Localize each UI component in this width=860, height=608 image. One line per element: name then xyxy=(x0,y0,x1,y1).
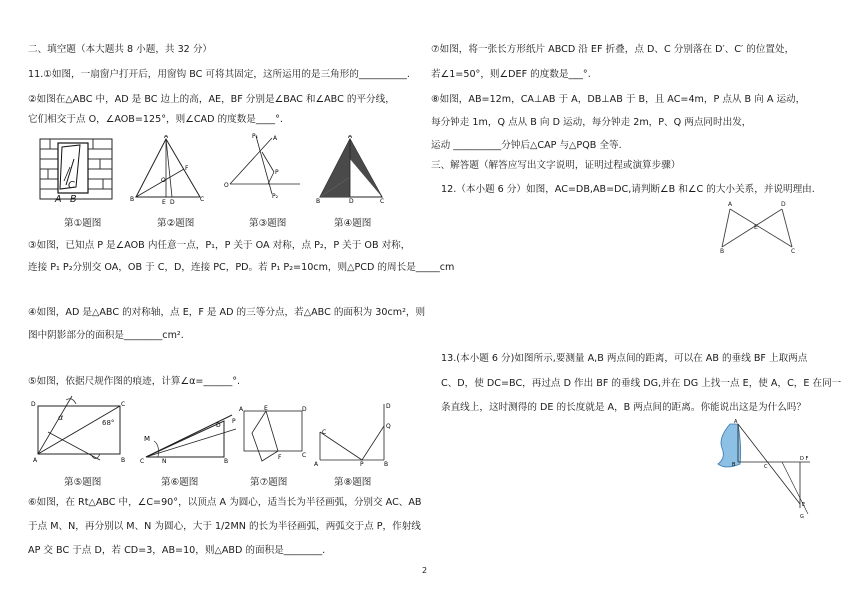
question-8-line2: 每分钟走 1m，Q 点从 B 向 D 运动，每分钟走 2m，P、Q 两点同时出发， xyxy=(431,117,752,128)
svg-text:D: D xyxy=(170,199,175,205)
svg-text:D: D xyxy=(302,406,307,413)
caption-figure-5: 第⑤题图 xyxy=(64,477,102,488)
svg-text:D: D xyxy=(386,403,391,410)
question-12: 12.（本小题 6 分）如图，AC=DB,AB=DC,请判断∠B 和∠C 的大小关系，并说明理由. xyxy=(441,184,815,195)
question-11-2-line1: ②如图在△ABC 中，AD 是 BC 边上的高，AE，BF 分别是∠BAC 和∠ABC 的平分线， xyxy=(28,94,395,105)
svg-text:D F: D F xyxy=(800,456,809,462)
question-7-line2: 若∠1=50°，则∠DEF 的度数是___°. xyxy=(431,69,591,80)
svg-text:F: F xyxy=(185,165,189,172)
figure-3-reflection xyxy=(222,132,302,202)
svg-text:B: B xyxy=(384,461,389,466)
figure-6-bisector xyxy=(140,405,240,465)
question-6-line1: ⑥如图，在 Rt△ABC 中，∠C=90°，以顶点 A 为圆心，适当长为半径画弧，分别交 AC、AB xyxy=(28,497,422,508)
svg-text:M: M xyxy=(144,435,151,443)
question-8-line1: ⑧如图，AB=12m，CA⊥AB 于 A，DB⊥AB 于 B，且 AC=4m，P 点从 B 向 A 运动， xyxy=(431,94,806,105)
question-4-line1: ④如图，AD 是△ABC 的对称轴，点 E，F 是 AD 的三等分点，若△ABC 的面积为 30cm²，则 xyxy=(28,307,426,318)
svg-text:G: G xyxy=(800,514,804,518)
figure-5-alpha-label: α xyxy=(58,413,64,422)
question-8-line3: 运动 __________分钟后△CAP 与△PQB 全等. xyxy=(431,140,622,151)
svg-text:E: E xyxy=(802,502,806,508)
svg-text:P₂: P₂ xyxy=(272,193,279,200)
figure-1-label-c: C xyxy=(68,180,75,191)
question-13-line2: C、D，使 DC=BC，再过点 D 作出 BF 的垂线 DG,并在 DG 上找一点 E，使 A，C，E 在同一 xyxy=(441,378,842,389)
figure-12-label-a: A xyxy=(728,201,733,208)
svg-text:D: D xyxy=(216,422,221,429)
caption-figure-6: 第⑥题图 xyxy=(161,477,199,488)
question-13-line1: 13.(本小题 6 分)如图所示,要测量 A,B 两点间的距离，可以在 AB 的垂线 BF 上取两点 xyxy=(441,353,808,364)
figure-12-label-e: E xyxy=(754,224,758,231)
svg-text:C: C xyxy=(380,198,385,205)
figure-4-shaded-triangle xyxy=(316,135,388,205)
question-11-2-line2: 它们相交于点 O，∠AOB=125°，则∠CAD 的度数是____°. xyxy=(28,114,283,125)
question-11-1: 11.①如图，一扇窗户打开后，用窗钩 BC 可将其固定，这所运用的是三角形的__________. xyxy=(28,69,410,80)
caption-figure-1: 第①题图 xyxy=(64,218,102,229)
question-3-line2: 连接 P₁ P₂分别交 OA，OB 于 C，D，连接 PC，PD。若 P₁ P₂=10cm，则△PCD 的周长是_____cm xyxy=(28,262,455,273)
svg-text:C: C xyxy=(322,429,327,436)
svg-text:A: A xyxy=(239,406,244,413)
question-5: ⑤如图，依据尺规作图的痕迹，计算∠α=______°. xyxy=(28,376,241,387)
question-6-line3: AP 交 BC 于点 D，若 CD=3，AB=10，则△ABD 的面积是________. xyxy=(28,545,326,556)
section-2-heading: 二、填空题（本大题共 8 小题，共 32 分） xyxy=(28,44,213,55)
figure-12-label-d: D xyxy=(781,201,786,208)
svg-text:A: A xyxy=(273,135,278,142)
svg-text:P: P xyxy=(360,461,364,466)
svg-text:P: P xyxy=(232,418,236,425)
figure-5-angle-label: 68° xyxy=(102,419,115,427)
question-4-line2: 图中阴影部分的面积是________cm². xyxy=(28,330,184,341)
question-3-line1: ③如图，已知点 P 是∠AOB 内任意一点，P₁，P 关于 OA 对称，点 P₂，P 关于 OB 对称， xyxy=(28,240,411,251)
svg-text:A: A xyxy=(33,457,38,464)
svg-text:E: E xyxy=(162,199,166,205)
svg-text:B: B xyxy=(130,196,135,203)
svg-text:D: D xyxy=(31,401,36,408)
section-3-heading: 三、解答题（解答应写出文字说明，证明过程或演算步骤） xyxy=(431,160,681,171)
svg-text:A: A xyxy=(734,419,738,425)
svg-text:A: A xyxy=(314,461,319,466)
figure-7-folded-rect xyxy=(238,405,308,467)
svg-text:B: B xyxy=(224,458,229,465)
figure-12-label-c: C xyxy=(791,248,796,255)
svg-text:N: N xyxy=(162,458,167,465)
svg-text:F: F xyxy=(278,454,282,461)
caption-figure-2: 第②题图 xyxy=(157,218,195,229)
svg-text:C: C xyxy=(121,401,126,408)
svg-text:C: C xyxy=(200,196,205,203)
svg-text:O: O xyxy=(224,182,229,189)
figure-8-right-angles xyxy=(314,402,392,466)
caption-figure-3: 第③题图 xyxy=(249,218,287,229)
figure-13-river xyxy=(712,418,822,518)
svg-text:B: B xyxy=(121,457,126,464)
svg-text:Q: Q xyxy=(386,423,391,430)
question-6-line2: 于点 M、N，再分别以 M、N 为圆心，大于 1/2MN 的长为半径画弧，两弧交于点 P，作射线 xyxy=(28,521,421,532)
svg-text:P₁: P₁ xyxy=(252,133,259,140)
svg-text:O: O xyxy=(161,177,166,184)
caption-figure-7: 第⑦题图 xyxy=(250,477,288,488)
svg-text:D: D xyxy=(349,198,354,205)
question-13-line3: 条直线上，这时测得的 DE 的长度就是 A，B 两点间的距离。你能说出这是为什么吗？ xyxy=(441,402,806,413)
svg-text:B: B xyxy=(732,462,736,468)
svg-text:C: C xyxy=(764,464,768,470)
caption-figure-4: 第④题图 xyxy=(334,218,372,229)
figure-1-label-b: B xyxy=(70,194,77,205)
question-7-line1: ⑦如图，将一张长方形纸片 ABCD 沿 EF 折叠，点 D、C 分别落在 D′、C′ 的位置处， xyxy=(431,44,795,55)
svg-text:B: B xyxy=(316,198,321,205)
svg-text:E: E xyxy=(264,405,268,412)
figure-5-rectangle xyxy=(30,392,130,464)
svg-text:C: C xyxy=(140,458,145,465)
svg-text:A: A xyxy=(164,135,169,140)
svg-text:C: C xyxy=(302,452,307,459)
caption-figure-8: 第⑧题图 xyxy=(334,477,372,488)
page-number: 2 xyxy=(422,566,428,575)
figure-2-triangle xyxy=(128,135,208,205)
figure-12-label-b: B xyxy=(720,248,725,255)
svg-text:P: P xyxy=(275,169,279,176)
figure-1-label-a: A xyxy=(55,194,62,205)
svg-text:A: A xyxy=(348,135,353,140)
